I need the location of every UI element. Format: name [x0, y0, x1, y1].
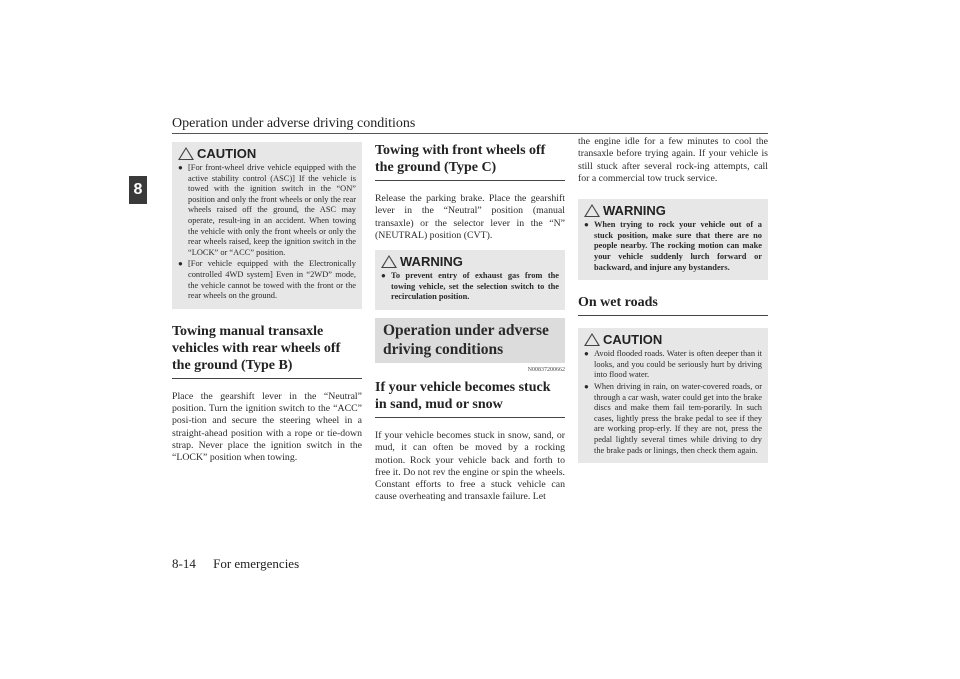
- caution-box: [578, 328, 768, 463]
- warning-icon: [381, 255, 397, 268]
- chapter-tab: 8: [129, 176, 147, 204]
- caution-item: ● When driving in rain, on water-covered roads, or through a car wash, water could get into the brake discs and make them fail tem-porarily. In such cases, lightly press the brake pedal to see if they are working prop-erly. If they are not, press the pedal lightly several times while driving to dry the brake pads or linings, then check them again.: [584, 382, 762, 456]
- section-title-box: Operation under adverse driving conditions: [375, 318, 565, 363]
- section-heading: Towing with front wheels off the ground (Type C): [375, 142, 565, 181]
- warning-box: [375, 250, 565, 310]
- caution-title: [584, 332, 762, 347]
- warning-item: ● To prevent entry of exhaust gas from the towing vehicle, set the selection switch to the recirculation position.: [381, 271, 559, 303]
- section-heading: On wet roads: [578, 294, 768, 316]
- reference-code: N00837200662: [527, 366, 565, 373]
- warning-label: WARNING: [603, 203, 666, 219]
- warning-label: WARNING: [400, 254, 463, 270]
- page-footer: [172, 556, 313, 572]
- body-text: Place the gearshift lever in the “Neutral” position. Turn the ignition switch to the “ACC” posi-tion and secure the steering wheel in a straight-ahead position with a rope or tie-down strap. Never place the ignition switch in the “LOCK” position when towing.: [172, 390, 362, 464]
- body-text: If your vehicle becomes stuck in snow, sand, or mud, it can often be moved by a rocking motion. Rock your vehicle back and forth to free it. Do not rev the engine or spin the wheels. Constant efforts to free a stuck vehicle can cause overheating and transaxle failure. Let: [375, 429, 565, 503]
- page-number: 8-14: [172, 556, 196, 571]
- column-2: [375, 142, 565, 504]
- body-text: the engine idle for a few minutes to cool the transaxle before trying again. If your vehicle is still stuck after several rock-ing attempts, call for a commercial tow truck service.: [578, 136, 768, 184]
- caution-label: CAUTION: [603, 332, 663, 348]
- column-1: [172, 142, 362, 465]
- body-text: Release the parking brake. Place the gearshift lever in the “Neutral” position (manual transaxle) or the selector lever in the “N” (NEUTRAL) position (CVT).: [375, 193, 565, 241]
- caution-box: [172, 142, 362, 309]
- warning-box: [578, 199, 768, 280]
- caution-label: CAUTION: [197, 146, 257, 161]
- warning-item: ● When trying to rock your vehicle out of a stuck position, make sure that there are no people nearby. The rocking motion can make your vehicle suddenly lurch forward or backward, and injure any bystanders.: [584, 220, 762, 273]
- warning-title: [584, 203, 762, 218]
- caution-icon: [178, 147, 194, 160]
- subsection-heading: If your vehicle becomes stuck in sand, mud or snow: [375, 379, 565, 418]
- header-rule: [172, 133, 768, 134]
- caution-icon: [584, 333, 600, 346]
- section-heading: Towing manual transaxle vehicles with rear wheels off the ground (Type B): [172, 323, 362, 379]
- warning-icon: [584, 204, 600, 217]
- warning-title: [381, 254, 559, 269]
- page-header-title: Operation under adverse driving conditions: [172, 116, 416, 131]
- caution-item: ● Avoid flooded roads. Water is often deeper than it looks, and you could be seriously hurt by driving into flood water.: [584, 349, 762, 381]
- caution-item: ● [For vehicle equipped with the Electronically controlled 4WD system] Even in “2WD” mode, the vehicle cannot be towed with the front or the rear wheels on the ground.: [178, 259, 356, 301]
- caution-item: ● [For front-wheel drive vehicle equipped with the active stability control (ASC)] If the vehicle is towed with the ignition switch in the “ON” position and only the front wheels or only the rear wheels raised off the ground, the ASC may operate, result-ing in an accident. When towing the vehicle with only the front wheels or only the rear wheels raised, keep the ignition switch in the “LOCK” or “ACC” position.: [178, 163, 356, 258]
- caution-title: [178, 146, 356, 161]
- column-3: [578, 136, 768, 463]
- footer-section: For emergencies: [213, 556, 300, 571]
